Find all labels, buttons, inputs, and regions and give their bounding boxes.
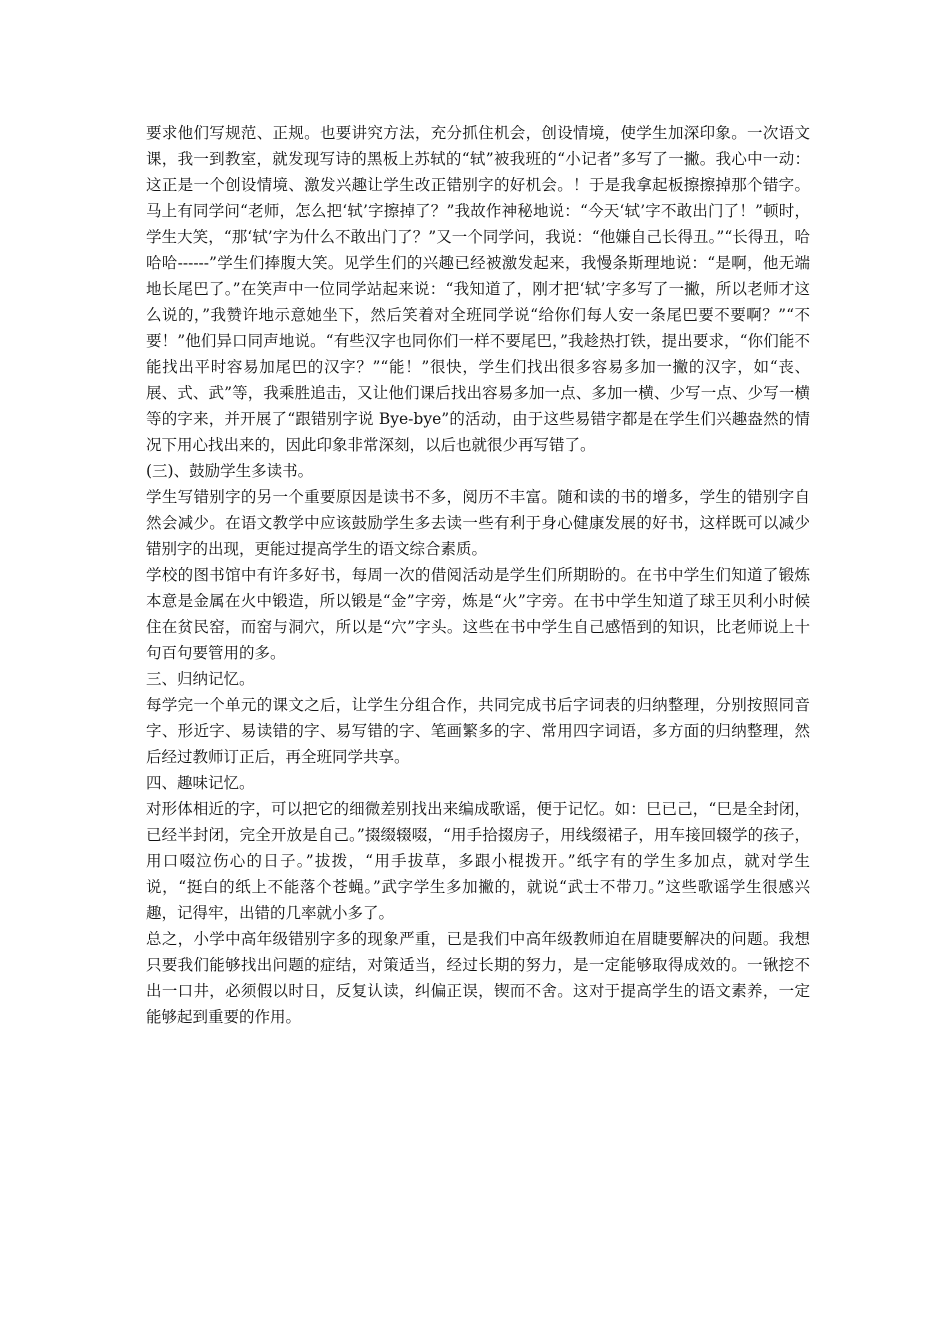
heading-fun-memory: 四、趣味记忆。 bbox=[146, 774, 255, 792]
paragraph-story: 要求他们写规范、正规。也要讲究方法，充分抓住机会，创设情境，使学生加深印象。一次语文课，我一到教室，就发现写诗的黑板上苏轼的“轼”被我班的“小记者”多写了一撇。我心中一动：这正是一个创设情境、激发兴趣让学生改正错别字的好机会。！于是我拿起板擦擦掉那个错字。马上有同学问“老师，怎么把‘轼’字擦掉了？”我故作神秘地说：“今天‘轼’字不敢出门了！”顿时，学生大笑，“那‘轼’字为什么不敢出门了？”又一个同学问，我说：“他嫌自己长得丑。”“长得丑，哈哈哈------”学生们捧腹大笑。见学生们的兴趣已经被激发起来，我慢条斯理地说：“是啊，他无端地长尾巴了。”在笑声中一位同学站起来说：“我知道了，刚才把‘轼’字多写了一撇，所以老师才这么说的，”我赞许地示意她坐下，然后笑着对全班同学说“给你们每人安一条尾巴要不要啊？”“不要！”他们异口同声地说。“有些汉字也同你们一样不要尾巴，”我趁热打铁，提出要求，“你们能不能找出平时容易加尾巴的汉字？”“能！”很快，学生们找出很多容易多加一撇的汉字，如“丧、展、式、武”等，我乘胜追击，又让他们课后找出容易多加一点、多加一横、少写一点、少写一横等的字来，并开展了“跟错别字说 Bye-bye”的活动，由于这些易错字都是在学生们兴趣盎然的情况下用心找出来的，因此印象非常深刻，以后也就很少再写错了。 bbox=[146, 124, 810, 454]
paragraph-library: 学校的图书馆中有许多好书，每周一次的借阅活动是学生们所期盼的。在书中学生们知道了锻炼本意是金属在火中锻造，所以锻是“金”字旁，炼是“火”字旁。在书中学生知道了球王贝利小时候住在贫民窑，而窑与洞穴，所以是“穴”字头。这些在书中学生自己感悟到的知识，比老师说上十句百句要管用的多。 bbox=[146, 566, 810, 662]
paragraph-conclusion: 总之，小学中高年级错别字多的现象严重，已是我们中高年级教师迫在眉睫要解决的问题。我想只要我们能够找出问题的症结，对策适当，经过长期的努力，是一定能够取得成效的。一锹挖不出一口井，必须假以时日，反复认读，纠偏正误，锲而不舍。这对于提高学生的语文素养，一定能够起到重要的作用。 bbox=[146, 930, 810, 1026]
heading-encourage-reading: (三)、鼓励学生多读书。 bbox=[146, 462, 314, 480]
paragraph-unit-summary: 每学完一个单元的课文之后，让学生分组合作，共同完成书后字词表的归纳整理，分别按照同音字、形近字、易读错的字、易写错的字、笔画繁多的字、常用四字词语，多方面的归纳整理，然后经过教师订正后，再全班同学共享。 bbox=[146, 696, 810, 766]
heading-summarize-memory: 三、归纳记忆。 bbox=[146, 670, 255, 688]
paragraph-reading-reason: 学生写错别字的另一个重要原因是读书不多，阅历不丰富。随和读的书的增多，学生的错别字自然会减少。在语文教学中应该鼓励学生多去读一些有利于身心健康发展的好书，这样既可以减少错别字的出现，更能过提高学生的语文综合素质。 bbox=[146, 488, 810, 558]
document-page bbox=[146, 120, 810, 1030]
paragraph-rhymes: 对形体相近的字，可以把它的细微差别找出来编成歌谣，便于记忆。如：巳已己，“巳是全封闭，已经半封闭，完全开放是自己。”掇缀辍啜，“用手拾掇房子，用线缀裙子，用车接回辍学的孩子，用口啜泣伤心的日子。”拔拨，“用手拔草，多跟小棍拨开。”纸字有的学生多加点，就对学生说，“挺白的纸上不能落个苍蝇。”武字学生多加撇的，就说“武士不带刀。”这些歌谣学生很感兴趣，记得牢，出错的几率就小多了。 bbox=[146, 800, 810, 922]
